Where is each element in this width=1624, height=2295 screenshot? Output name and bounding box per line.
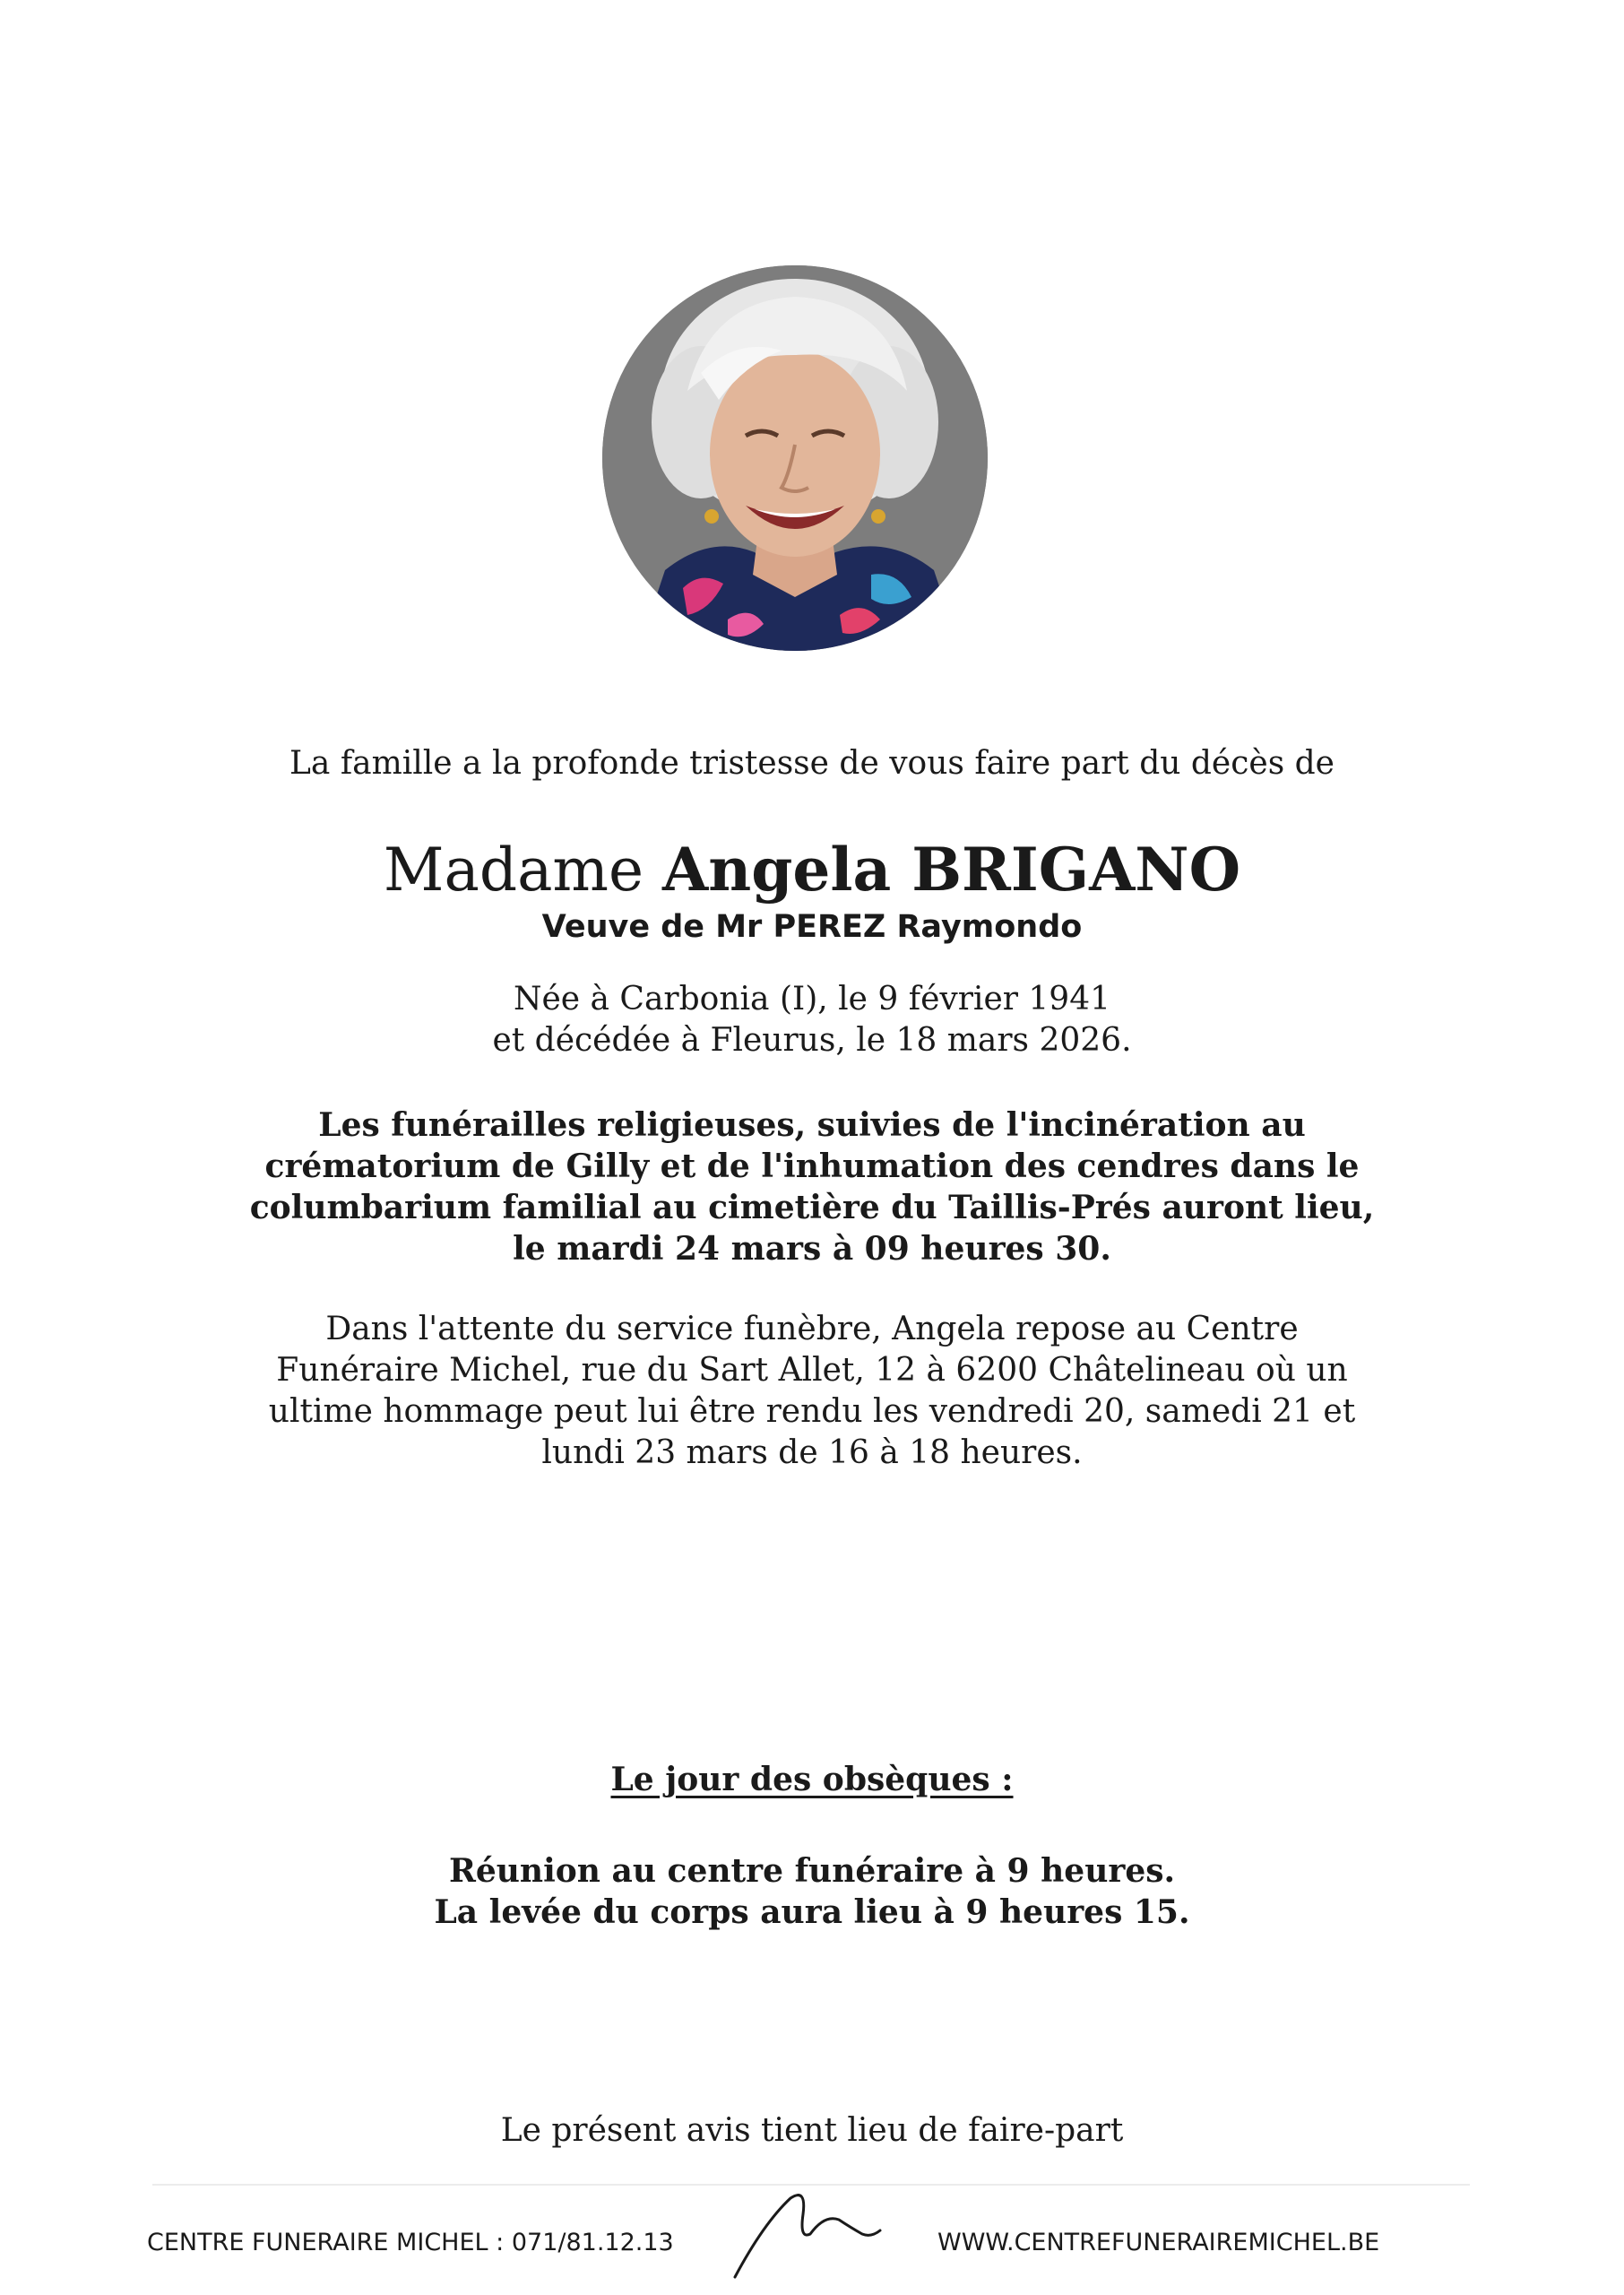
full-name: Angela BRIGANO xyxy=(662,835,1241,905)
funeral-line: columbarium familial au cimetière du Taillis-Prés auront lieu, xyxy=(249,1189,1375,1226)
death-line: et décédée à Fleurus, le 18 mars 2026. xyxy=(492,1022,1132,1059)
wake-line: lundi 23 mars de 16 à 18 heures. xyxy=(541,1434,1083,1471)
wake-details xyxy=(0,1309,1624,1474)
signature-logo xyxy=(728,2187,885,2286)
funeral-day-heading xyxy=(0,1759,1624,1800)
portrait-photo xyxy=(602,265,988,651)
notice-text: Le présent avis tient lieu de faire-part xyxy=(500,2112,1124,2149)
wake-line: Funéraire Michel, rue du Sart Allet, 12 à 6200 Châtelineau où un xyxy=(276,1352,1348,1389)
funeral-day-heading-text: Le jour des obsèques : xyxy=(610,1761,1014,1798)
birth-death-dates xyxy=(0,979,1624,1061)
funeral-line: crématorium de Gilly et de l'inhumation des cendres dans le xyxy=(264,1148,1360,1185)
widow-of: Veuve de Mr PEREZ Raymondo xyxy=(541,909,1083,945)
funeral-line: Les funérailles religieuses, suivies de l'incinération au xyxy=(318,1106,1306,1144)
wake-line: ultime hommage peut lui être rendu les vendredi 20, samedi 21 et xyxy=(268,1393,1356,1430)
procession-line: La levée du corps aura lieu à 9 heures 15. xyxy=(434,1893,1190,1931)
funeral-day-info xyxy=(0,1850,1624,1933)
footer-divider xyxy=(152,2184,1470,2186)
footer-phone: CENTRE FUNERAIRE MICHEL : 071/81.12.13 xyxy=(147,2229,674,2256)
wake-line: Dans l'attente du service funèbre, Angela repose au Centre xyxy=(325,1311,1299,1347)
meeting-line: Réunion au centre funéraire à 9 heures. xyxy=(448,1852,1176,1890)
footer-website[interactable]: WWW.CENTREFUNERAIREMICHEL.BE xyxy=(937,2229,1380,2256)
birth-line: Née à Carbonia (I), le 9 février 1941 xyxy=(513,981,1111,1018)
funeral-details xyxy=(0,1104,1624,1269)
deceased-name xyxy=(0,834,1624,906)
funeral-line: le mardi 24 mars à 09 heures 30. xyxy=(513,1230,1111,1268)
honorific: Madame xyxy=(383,836,644,905)
intro-text: La famille a la profonde tristesse de vous faire part du décès de xyxy=(289,745,1335,782)
